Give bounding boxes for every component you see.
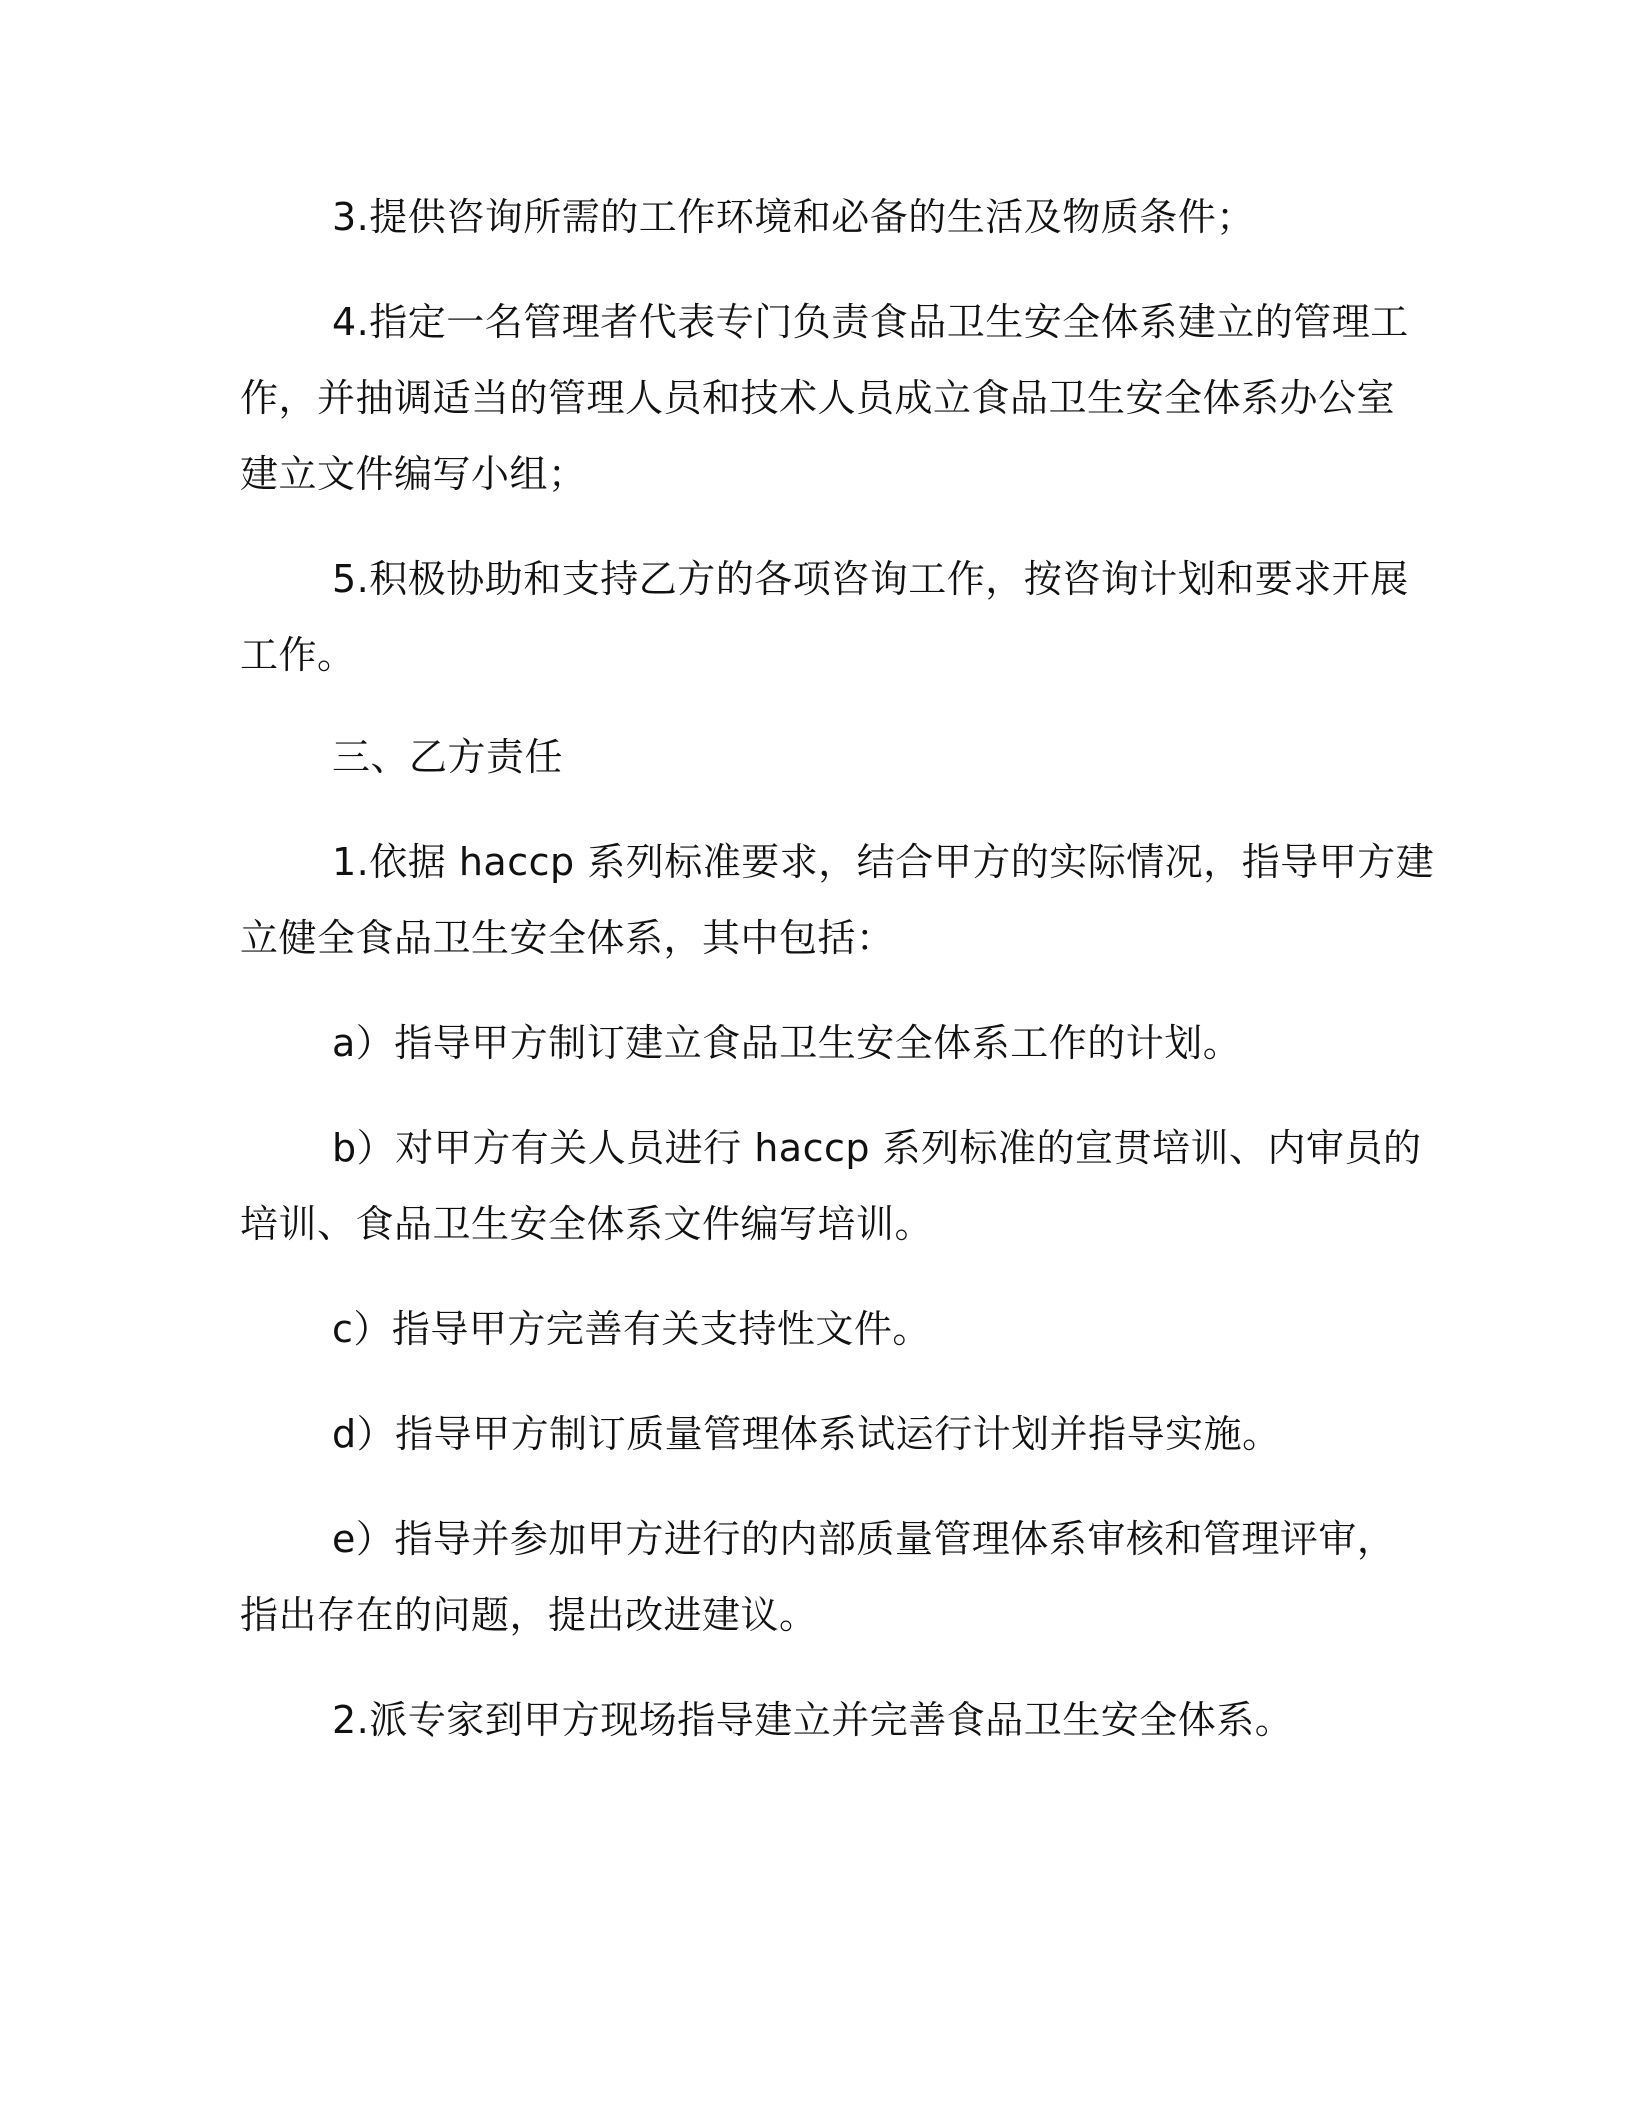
paragraph-4-line-1: 4.指定一名管理者代表专门负责食品卫生安全体系建立的管理工 — [332, 300, 1409, 344]
item-1-line-2: 立健全食品卫生安全体系，其中包括： — [240, 916, 895, 960]
item-1-line-1: 1.依据 haccp 系列标准要求，结合甲方的实际情况，指导甲方建 — [332, 840, 1435, 884]
item-b-line-2: 培训、食品卫生安全体系文件编写培训。 — [240, 1202, 934, 1246]
item-d: d）指导甲方制订质量管理体系试运行计划并指导实施。 — [332, 1412, 1281, 1456]
item-c: c）指导甲方完善有关支持性文件。 — [332, 1307, 931, 1351]
section-heading: 三、乙方责任 — [332, 735, 564, 779]
item-a: a）指导甲方制订建立食品卫生安全体系工作的计划。 — [332, 1021, 1242, 1065]
paragraph-5-line-2: 工作。 — [240, 633, 356, 677]
item-2: 2.派专家到甲方现场指导建立并完善食品卫生安全体系。 — [332, 1698, 1294, 1742]
item-e-line-1: e）指导并参加甲方进行的内部质量管理体系审核和管理评审， — [332, 1517, 1396, 1561]
paragraph-3-line-1: 3.提供咨询所需的工作环境和必备的生活及物质条件； — [332, 195, 1255, 239]
paragraph-5-line-1: 5.积极协助和支持乙方的各项咨询工作，按咨询计划和要求开展 — [332, 557, 1409, 601]
item-e-line-2: 指出存在的问题，提出改进建议。 — [240, 1593, 818, 1637]
item-b-line-1: b）对甲方有关人员进行 haccp 系列标准的宣贯培训、内审员的 — [332, 1126, 1422, 1170]
paragraph-4-line-2: 作，并抽调适当的管理人员和技术人员成立食品卫生安全体系办公室 — [240, 376, 1396, 420]
paragraph-4-line-3: 建立文件编写小组； — [240, 452, 587, 496]
